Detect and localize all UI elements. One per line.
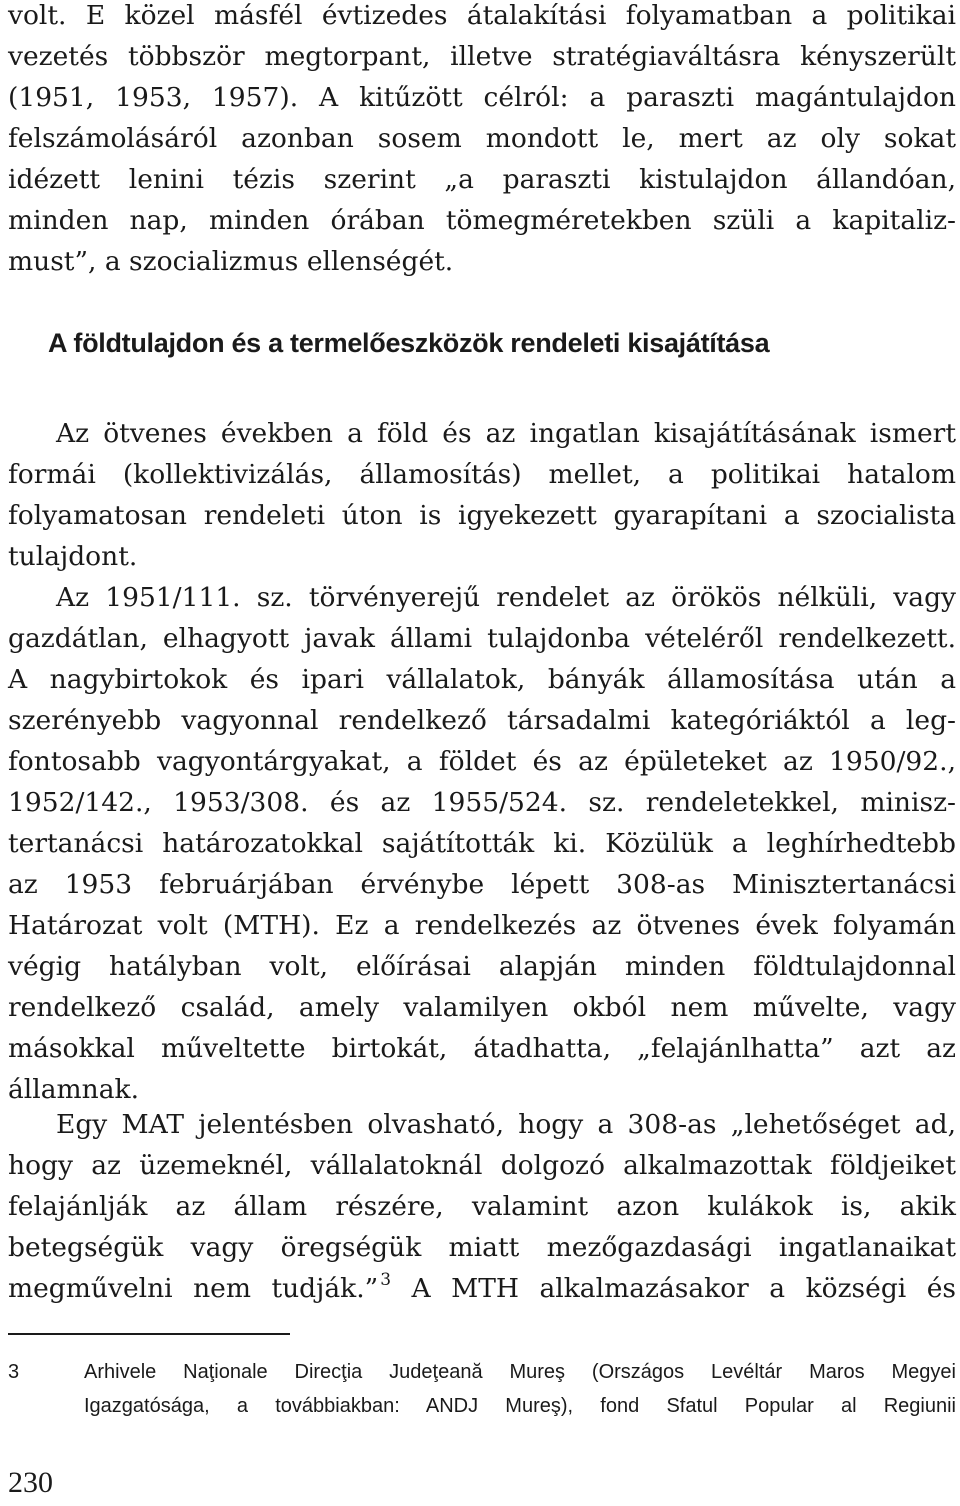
text-line: A nagybirtokok és ipari vállalatok, bányák államosítása után a bbox=[8, 664, 956, 695]
text-line: minden nap, minden órában tömegméretekben szüli a kapitaliz- bbox=[8, 205, 956, 236]
text-line-with-footnote bbox=[8, 1268, 956, 1309]
text-line: Az 1951/111. sz. törvényerejű rendelet az örökös nélküli, vagy bbox=[56, 582, 956, 613]
text-line: volt. E közel másfél évtizedes átalakítási folyamatban a politikai bbox=[8, 0, 956, 31]
text-line: államnak. bbox=[8, 1074, 140, 1105]
mat-paragraph bbox=[8, 1104, 956, 1309]
text-line: felajánlják az állam részére, valamint azon kulákok is, akik bbox=[8, 1191, 956, 1222]
text-line: végig hatályban volt, előírásai alapján minden földtulajdonnal bbox=[8, 951, 956, 982]
text-line: az 1953 februárjában érvénybe lépett 308-as Minisztertanácsi bbox=[8, 869, 956, 900]
footnote-text bbox=[84, 1355, 956, 1423]
text-line: 1952/142., 1953/308. és az 1955/524. sz. rendeletekkel, minisz- bbox=[8, 787, 956, 818]
text-line: idézett lenini tézis szerint „a paraszti kistulajdon állandóan, bbox=[8, 164, 956, 195]
page-number: 230 bbox=[8, 1466, 53, 1499]
text-line: másokkal műveltette birtokát, átadhatta, „felajánlhatta” azt az bbox=[8, 1033, 956, 1064]
text-line: hogy az üzemeknél, vállalatoknál dolgozó alkalmazottak földjeiket bbox=[8, 1150, 956, 1181]
text-fragment: megművelni nem tudják.” bbox=[8, 1273, 379, 1304]
text-line: Határozat volt (MTH). Ez a rendelkezés az ötvenes évek folyamán bbox=[8, 910, 956, 941]
text-fragment: A MTH alkalmazásakor a községi és bbox=[391, 1273, 957, 1304]
text-line: (1951, 1953, 1957). A kitűzött célról: a paraszti magántulajdon bbox=[8, 82, 956, 113]
text-line: tertanácsi határozatokkal sajátították ki. Közülük a leghírhedtebb bbox=[8, 828, 956, 859]
section-body bbox=[8, 413, 956, 1110]
paragraph-top bbox=[8, 0, 956, 282]
footnote-reference[interactable]: 3 bbox=[380, 1270, 392, 1290]
text-line: Egy MAT jelentésben olvasható, hogy a 308-as „lehetőséget ad, bbox=[56, 1109, 956, 1140]
text-line: tulajdont. bbox=[8, 541, 138, 572]
section-heading: A földtulajdon és a termelőeszközök rendeleti kisajátítása bbox=[48, 328, 770, 358]
text-line: Az ötvenes években a föld és az ingatlan kisajátításának ismert bbox=[56, 418, 956, 449]
text-line: rendelkező család, amely valamilyen okból nem művelte, vagy bbox=[8, 992, 956, 1023]
text-line: betegségük vagy öregségük miatt mezőgazdasági ingatlanaikat bbox=[8, 1232, 956, 1263]
footnote-divider bbox=[8, 1333, 290, 1335]
text-line: gazdátlan, elhagyott javak állami tulajdonba vételéről rendelkezett. bbox=[8, 623, 956, 654]
text-line: formái (kollektivizálás, államosítás) mellet, a politikai hatalom bbox=[8, 459, 956, 490]
footnote-line: Arhivele Naţionale Direcţia Judeţeană Mureş (Országos Levéltár Maros Megyei bbox=[84, 1361, 956, 1383]
footnote-line: Igazgatósága, a továbbiakban: ANDJ Mureş), fond Sfatul Popular al Regiunii bbox=[84, 1395, 956, 1417]
text-line: vezetés többször megtorpant, illetve stratégiaváltásra kényszerült bbox=[8, 41, 956, 72]
text-line: szerényebb vagyonnal rendelkező társadalmi kategóriáktól a leg- bbox=[8, 705, 956, 736]
text-line: folyamatosan rendeleti úton is igyekezett gyarapítani a szocialista bbox=[8, 500, 956, 531]
text-line: felszámolásáról azonban sosem mondott le, mert az oly sokat bbox=[8, 123, 956, 154]
text-line: fontosabb vagyontárgyakat, a földet és az épületeket az 1950/92., bbox=[8, 746, 956, 777]
text-line: must”, a szocializmus ellenségét. bbox=[8, 246, 454, 277]
footnote-number: 3 bbox=[8, 1361, 20, 1383]
